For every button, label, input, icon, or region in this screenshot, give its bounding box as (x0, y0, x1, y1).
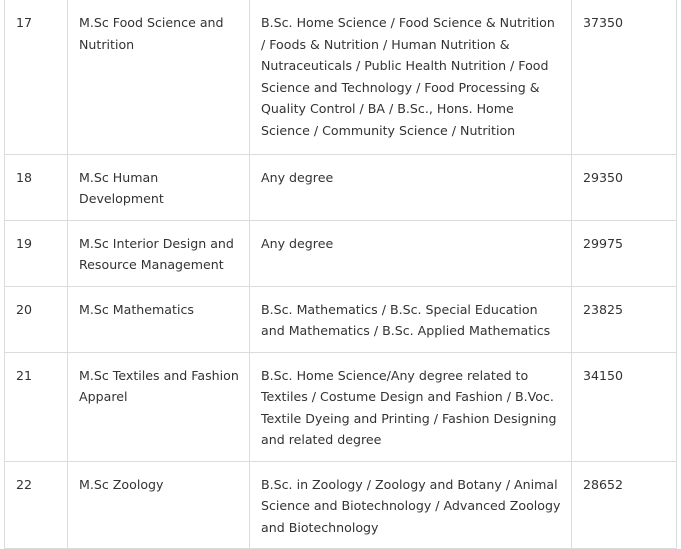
table-row (5, 0, 677, 154)
serial-number-cell: 18 (5, 154, 68, 220)
table-row (5, 286, 677, 352)
serial-number-cell: 20 (5, 286, 68, 352)
fee-cell: 29975 (572, 220, 677, 286)
course-name-cell: M.Sc Interior Design and Resource Management (68, 220, 250, 286)
course-name-cell: M.Sc Food Science and Nutrition (68, 0, 250, 154)
course-name-cell: M.Sc Zoology (68, 461, 250, 549)
courses-table (4, 0, 677, 549)
fee-cell: 29350 (572, 154, 677, 220)
table-row (5, 220, 677, 286)
fee-cell: 37350 (572, 0, 677, 154)
fee-cell: 23825 (572, 286, 677, 352)
eligibility-cell: B.Sc. Mathematics / B.Sc. Special Education and Mathematics / B.Sc. Applied Mathematics (250, 286, 572, 352)
course-name-cell: M.Sc Textiles and Fashion Apparel (68, 352, 250, 461)
table-row (5, 154, 677, 220)
eligibility-cell: B.Sc. Home Science / Food Science & Nutrition / Foods & Nutrition / Human Nutrition & Nutraceuticals / Public Health Nutrition / Food Science and Technology / Food Processing & Quality Control / BA / B.Sc., Hons. Home Science / Community Science / Nutrition (250, 0, 572, 154)
fee-cell: 34150 (572, 352, 677, 461)
eligibility-cell: Any degree (250, 220, 572, 286)
eligibility-cell: Any degree (250, 154, 572, 220)
serial-number-cell: 22 (5, 461, 68, 549)
eligibility-cell: B.Sc. Home Science/Any degree related to Textiles / Costume Design and Fashion / B.Voc. Textile Dyeing and Printing / Fashion Designing and related degree (250, 352, 572, 461)
table-row (5, 461, 677, 549)
serial-number-cell: 19 (5, 220, 68, 286)
fee-cell: 28652 (572, 461, 677, 549)
serial-number-cell: 21 (5, 352, 68, 461)
serial-number-cell: 17 (5, 0, 68, 154)
course-name-cell: M.Sc Human Development (68, 154, 250, 220)
table-row (5, 352, 677, 461)
eligibility-cell: B.Sc. in Zoology / Zoology and Botany / Animal Science and Biotechnology / Advanced Zoology and Biotechnology (250, 461, 572, 549)
course-name-cell: M.Sc Mathematics (68, 286, 250, 352)
